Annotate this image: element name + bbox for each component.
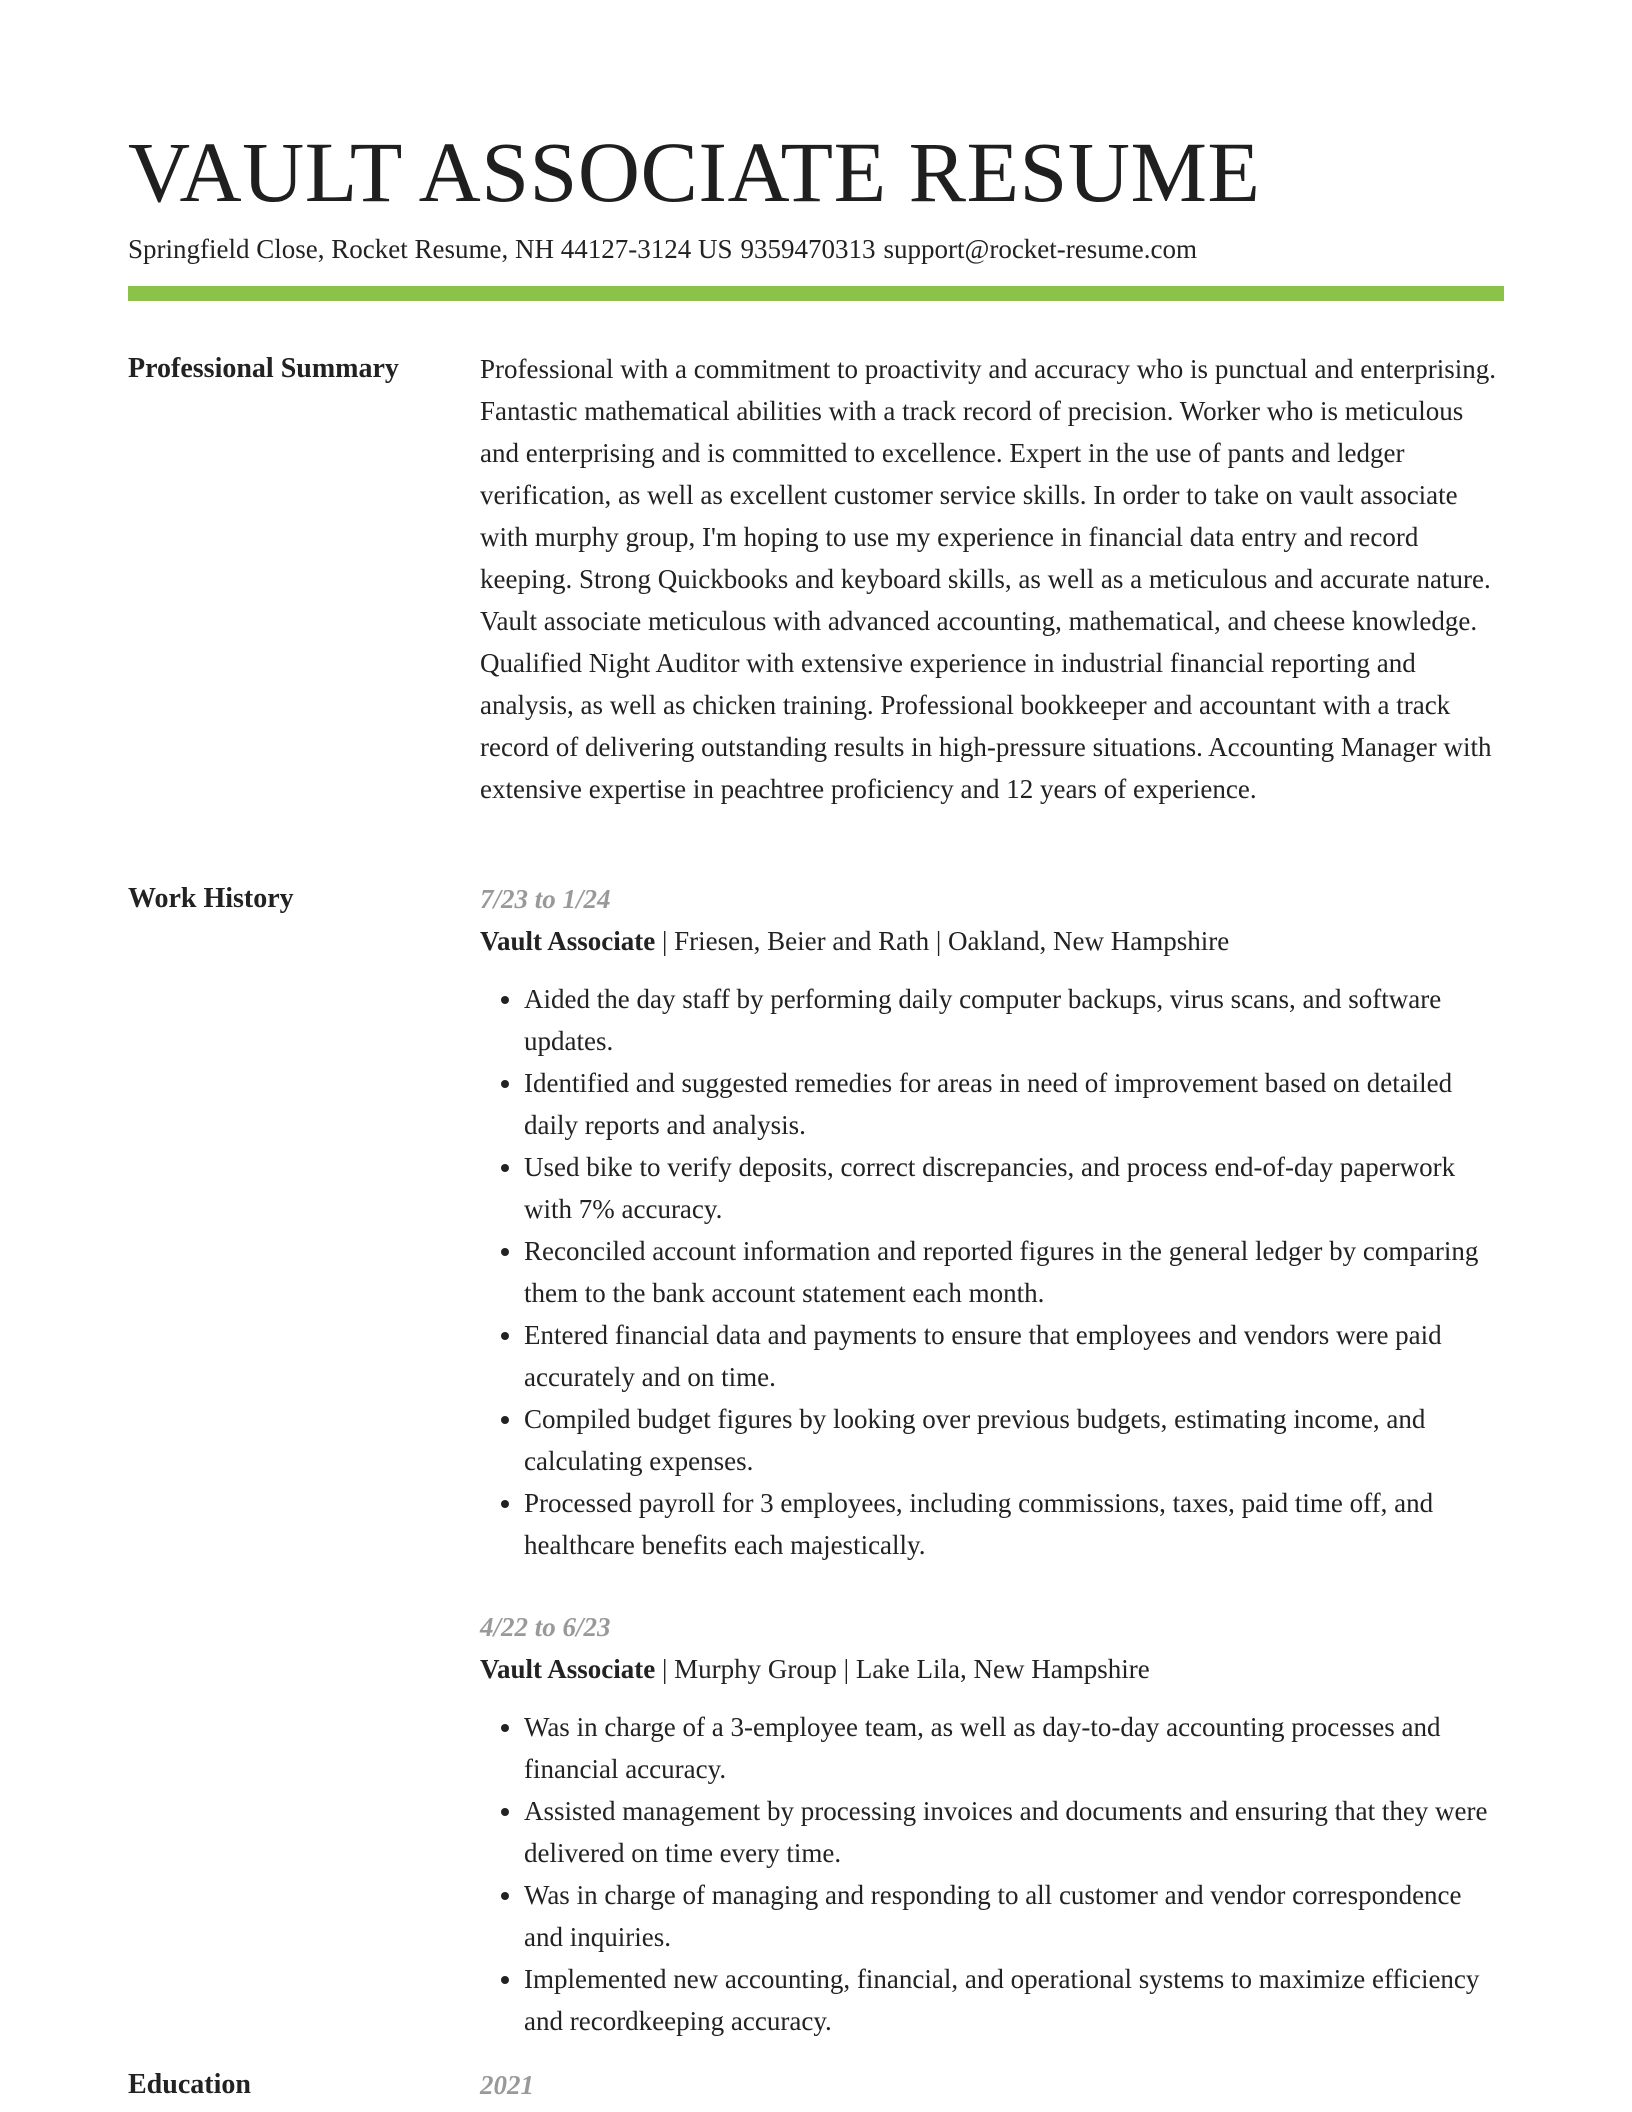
education-body xyxy=(480,2064,1504,2106)
contact-address: Springfield Close, Rocket Resume, NH 44127-3124 US xyxy=(128,234,733,264)
section-heading-work-history: Work History xyxy=(128,883,294,914)
section-heading-education: Education xyxy=(128,2069,251,2100)
job-entry xyxy=(480,1606,1504,2042)
job-bullet: • Assisted management by processing invoices and documents and ensuring that they were delivered on time every time. xyxy=(524,1790,1504,1874)
job-bullet-list xyxy=(480,978,1504,1566)
contact-email: support@rocket-resume.com xyxy=(883,234,1197,264)
resume-title: VAULT ASSOCIATE RESUME xyxy=(128,124,1261,220)
job-bullet: • Reconciled account information and reported figures in the general ledger by comparing them to the bank account statement each month. xyxy=(524,1230,1504,1314)
job-employer-location: | Murphy Group | Lake Lila, New Hampshire xyxy=(655,1654,1150,1684)
job-bullet: • Compiled budget figures by looking over previous budgets, estimating income, and calculating expenses. xyxy=(524,1398,1504,1482)
job-role-line xyxy=(480,1648,1504,1690)
summary-text: Professional with a commitment to proactivity and accuracy who is punctual and enterprising. Fantastic mathematical abilities with a track record of precision. Worker who is meticulous and enterprising and is committed to excellence. Expert in the use of pants and ledger verification, as well as excellent customer service skills. In order to take on vault associate with murphy group, I'm hoping to use my experience in financial data entry and record keeping. Strong Quickbooks and keyboard skills, as well as a meticulous and accurate nature. Vault associate meticulous with advanced accounting, mathematical, and cheese knowledge. Qualified Night Auditor with extensive experience in industrial financial reporting and analysis, as well as chicken training. Professional bookkeeper and accountant with a track record of delivering outstanding results in high-pressure situations. Accounting Manager with extensive expertise in peachtree proficiency and 12 years of experience. xyxy=(480,354,1496,804)
header-divider xyxy=(128,286,1504,301)
job-employer-location: | Friesen, Beier and Rath | Oakland, New Hampshire xyxy=(655,926,1230,956)
job-title: Vault Associate xyxy=(480,926,656,956)
job-role-line xyxy=(480,920,1504,962)
education-dates: 2021 xyxy=(480,2070,534,2100)
job-bullet: • Implemented new accounting, financial, and operational systems to maximize efficiency and recordkeeping accuracy. xyxy=(524,1958,1504,2042)
job-bullet: • Aided the day staff by performing daily computer backups, virus scans, and software updates. xyxy=(524,978,1504,1062)
contact-phone: 9359470313 xyxy=(740,234,876,264)
job-bullet: • Processed payroll for 3 employees, including commissions, taxes, paid time off, and healthcare benefits each majestically. xyxy=(524,1482,1504,1566)
job-bullet: • Was in charge of a 3-employee team, as well as day-to-day accounting processes and financial accuracy. xyxy=(524,1706,1504,1790)
job-dates: 4/22 to 6/23 xyxy=(480,1612,611,1642)
job-bullet: • Identified and suggested remedies for areas in need of improvement based on detailed daily reports and analysis. xyxy=(524,1062,1504,1146)
work-history-body xyxy=(480,878,1504,2042)
section-heading-summary: Professional Summary xyxy=(128,353,399,384)
job-bullet-list xyxy=(480,1706,1504,2042)
job-dates: 7/23 to 1/24 xyxy=(480,884,611,914)
job-entry xyxy=(480,878,1504,1566)
summary-body xyxy=(480,348,1504,810)
contact-line xyxy=(128,232,1197,266)
job-title: Vault Associate xyxy=(480,1654,656,1684)
job-bullet: • Used bike to verify deposits, correct discrepancies, and process end-of-day paperwork with 7% accuracy. xyxy=(524,1146,1504,1230)
job-bullet: • Was in charge of managing and responding to all customer and vendor correspondence and inquiries. xyxy=(524,1874,1504,1958)
job-bullet: • Entered financial data and payments to ensure that employees and vendors were paid accurately and on time. xyxy=(524,1314,1504,1398)
